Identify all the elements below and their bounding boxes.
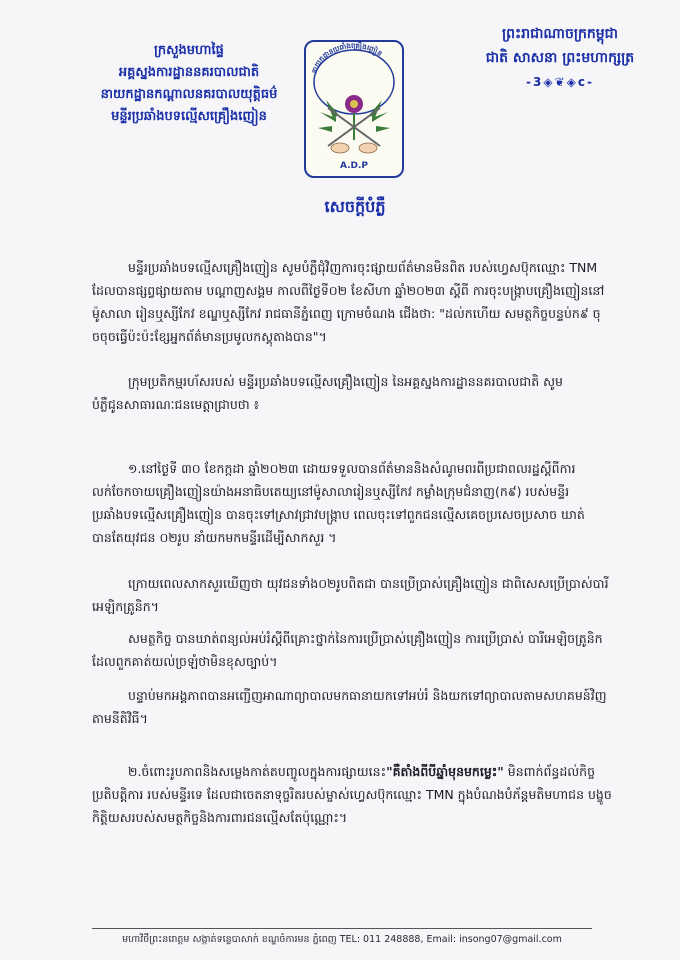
kingdom-header <box>470 22 650 94</box>
paragraph-education: សមត្ថកិច្ច បានឃាត់ពន្យល់អប់រំស្តីពីគ្រោះថ្នាក់នៃការប្រើប្រាស់គ្រឿងញៀន ការប្រើប្រាស់ បារីអេឡិចត្រូនិក ដែលពួកគាត់យល់ច្រឡំថាមិនខុសច្បាប់។ <box>92 631 603 669</box>
svg-text:នាយកដ្ឋានប្រឆាំងគ្រឿងញៀន <box>310 42 383 75</box>
point-2-rest: មិនពាក់ព័ន្ធដល់កិច្ចប្រតិបត្តិការ របស់មន្ទីរទេ ដែលជាចេតនាទុច្ចរិតរបស់ម្ចាស់ហ្វេសប៊ុកឈ្មោះ TMN ក្នុងបំណងបំភ័ន្តមតិមហាជន បង្ខូចកិត្តិយសរបស់សមត្ថកិច្ចនិងការពារជនល្មើសតែប៉ុណ្ណោះ។ <box>92 764 612 825</box>
ministry-line-2: អគ្គស្នងការដ្ឋាននគរបាលជាតិ <box>118 65 260 80</box>
footer-divider <box>92 928 592 929</box>
logo-arc-text: នាយកដ្ឋានប្រឆាំងគ្រឿងញៀន <box>310 42 384 75</box>
paragraph-statement: ក្រុមប្រតិកម្មរហ័សរបស់ មន្ទីរប្រឆាំងបទល្មើសគ្រឿងញៀន នៃអគ្គស្នងការដ្ឋាននគរបាលជាតិ សូមបំភ្លឺជូនសាធារណៈជនមេត្តាជ្រាបថា ៖ <box>92 374 563 412</box>
kingdom-line: ព្រះរាជាណាចក្រកម្ពុជា <box>501 26 618 42</box>
ornament-divider: -3◈❦◈c- <box>526 75 594 89</box>
paragraph-point-1: ១.នៅថ្ងៃទី ៣០ ខែកក្កដា ឆ្នាំ២០២៣ ដោយទទួលបានព័ត៌មាននិងសំណូមពរពីប្រជាពលរដ្ឋស្តីពីការលក់ចែកចាយគ្រឿងញៀនយ៉ាងអនាធិបតេយ្យនៅម៉ូសាលារៀនឬស្សីកែវ កម្លាំងក្រុមជំនាញ(ក៩) របស់មន្ទីរប្រឆាំងបទល្មើសគ្រឿងញៀន បានចុះទៅស្រាវជ្រាវបង្ក្រាប ពេលចុះទៅពួកជនល្មើសគេចប្រសេចប្រសាច ឃាត់បានតែយុវជន ០២រូប នាំយកមកមន្ទីរដើម្បីសាកសួរ ។ <box>92 461 585 545</box>
department-logo <box>304 40 406 190</box>
ministry-line-4: មន្ទីរប្រឆាំងបទល្មើសគ្រឿងញៀន <box>111 109 267 124</box>
paragraph-guardians: បន្ទាប់មកអង្គភាពបានអញ្ជើញអាណាព្យាបាលមកធានាយកទៅអប់រំ និងយកទៅព្យាបាលតាមសហគមន៍វិញតាមនីតិវិធី។ <box>92 688 607 726</box>
point-2-quote: "គឺតាំងពីបីឆ្នាំមុនមកម្លេះ" <box>386 764 504 779</box>
footer-contact: មហាវិថីព្រះនរោត្តម សង្កាត់ទន្លេបាសាក់ ខណ្ឌចំការមន ភ្នំពេញ TEL: 011 248888, Email: insong07@gmail.com <box>122 934 562 945</box>
logo-emblem-icon <box>306 42 402 176</box>
ministry-line-1: ក្រសួងមហាផ្ទៃ <box>154 43 224 58</box>
logo-abbr: A.D.P <box>339 161 369 171</box>
motto-line: ជាតិ សាសនា ព្រះមហាក្សត្រ <box>485 50 635 66</box>
ministry-line-3: នាយកដ្ឋានកណ្តាលនគរបាលយុត្តិធម៌ <box>100 87 278 102</box>
document-title: សេចក្តីបំភ្លឺ <box>324 197 386 216</box>
paragraph-point-2 <box>92 760 612 829</box>
ministry-header <box>64 40 314 128</box>
paragraph-intro: មន្ទីរប្រឆាំងបទល្មើសគ្រឿងញៀន សូមបំភ្លឺជុំវិញការចុះផ្សាយព័ត៌មានមិនពិត របស់ហ្វេសប៊ុកឈ្មោះ TNM ដែលបានផ្សព្វផ្សាយតាម បណ្តាញសង្គម កាលពីថ្ងៃទី០២ ខែសីហា ឆ្នាំ២០២៣ ស្តីពី ការចុះបង្ក្រាបគ្រឿងញៀននៅម៉ូសាលា រៀនឬស្សីកែវ ខណ្ឌឬស្សីកែវ រាជធានីភ្នំពេញ ក្រោមចំណង ជើងថា: "ដល់កហើយ សមត្ថកិច្ចបន្ទប់ក៩ ចុចចុចធ្វើប៉ះប៉ះខ្សែអ្នកព័ត៌មានប្រមូលកស្តុតាងបាន"។ <box>92 260 605 344</box>
point-2-prefix: ២.ចំពោះរូបភាពនិងសម្លេងកាត់តបញ្ចូលក្នុងការផ្សាយនេះ <box>128 764 387 779</box>
paragraph-findings: ក្រោយពេលសាកសួរឃើញថា យុវជនទាំង០២រូបពិតជា បានប្រើប្រាស់គ្រឿងញៀន ជាពិសេសប្រើប្រាស់បារីអេឡិកត្រូនិក។ <box>92 576 609 614</box>
